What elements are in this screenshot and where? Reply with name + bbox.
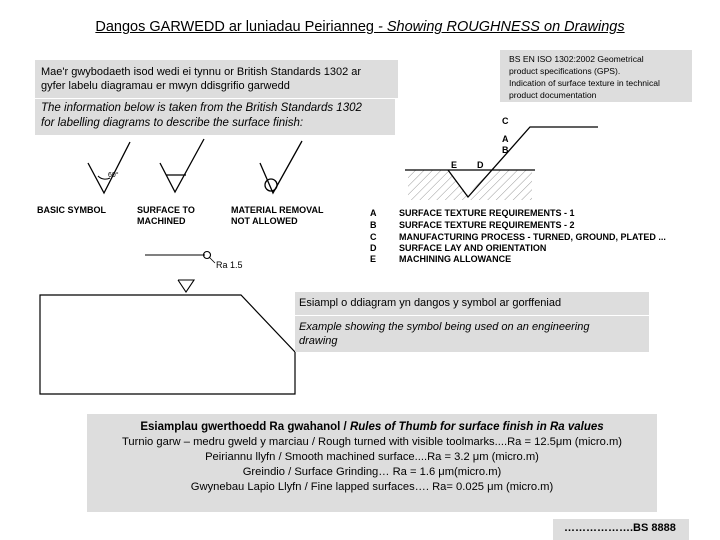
legend-letter: C [370,232,377,242]
rules-line: Gwynebau Lapio Llyfn / Fine lapped surfaces…. Ra= 0.025 μm (micro.m) [190,481,554,493]
rules-heading: Esiamplau gwerthoedd Ra gwahanol / Rules of Thumb for surface finish in Ra values [140,421,604,433]
legend-text: SURFACE TEXTURE REQUIREMENTS - 1 [399,208,575,218]
basic-symbol-label: BASIC SYMBOL [37,205,107,215]
detail-letter-c: C [502,116,509,126]
legend-text: SURFACE TEXTURE REQUIREMENTS - 2 [399,220,575,230]
detail-letter-d: D [477,160,484,170]
example-english-line: drawing [299,335,338,347]
rules-line: Greindio / Surface Grinding… Ra = 1.6 μm(micro.m) [242,466,502,478]
machined-symbol-icon [160,139,204,192]
detail-letter-e: E [451,160,458,170]
drawing-ra-label: Ra 1.5 [216,260,243,270]
iso-note-line: product specifications (GPS). [509,66,621,76]
detail-letter-a: A [502,134,509,144]
legend-text: SURFACE LAY AND ORIENTATION [399,243,547,253]
machined-label-2: MACHINED [137,216,186,226]
example-english-box [295,316,649,352]
no-removal-label-1: MATERIAL REMOVAL [231,205,324,215]
legend-text: MANUFACTURING PROCESS - TURNED, GROUND, PLATED ... [399,232,666,242]
intro-welsh-line: Mae'r gwybodaeth isod wedi ei tynnu or British Standards 1302 ar [41,66,362,78]
intro-english-line: for labelling diagrams to describe the surface finish: [41,117,304,129]
legend-letter: E [370,254,377,264]
angle-label: 60° [108,172,119,179]
component-outline [40,295,295,394]
no-removal-symbol-icon [260,141,302,193]
intro-welsh-line: gyfer labelu diagramau er mwyn ddisgrifio garwedd [41,80,290,92]
legend-letter: A [370,208,377,218]
detail-letter-b: B [502,145,509,155]
machined-label-1: SURFACE TO [137,205,195,215]
basic-symbol-icon [88,142,130,193]
drawing-symbol-icon [145,252,215,293]
rules-line: Peiriannu llyfn / Smooth machined surface....Ra = 3.2 μm (micro.m) [205,451,539,463]
legend-letter: B [370,220,377,230]
iso-note-line: BS EN ISO 1302:2002 Geometrical [509,54,644,64]
page-title: Dangos GARWEDD ar luniadau Peirianneg - Showing ROUGHNESS on Drawings [95,19,625,35]
legend-text: MACHINING ALLOWANCE [399,254,512,264]
example-welsh-box: Esiampl o ddiagram yn dangos y symbol ar gorffeniad [295,292,649,315]
rules-line: Turnio garw – medru gweld y marciau / Rough turned with visible toolmarks....Ra = 12.5μm (micro.m) [121,436,623,448]
iso-note-line: product documentation [509,90,597,100]
no-removal-label-2: NOT ALLOWED [231,216,298,226]
intro-english-line: The information below is taken from the British Standards 1302 [41,102,362,114]
iso-note-line: Indication of surface texture in technical [509,78,660,88]
example-english-line: Example showing the symbol being used on an engineering [299,321,590,333]
legend-letter: D [370,243,377,253]
standard-reference: ……………….BS 8888 [553,519,689,540]
rules-of-thumb-box [87,414,657,512]
